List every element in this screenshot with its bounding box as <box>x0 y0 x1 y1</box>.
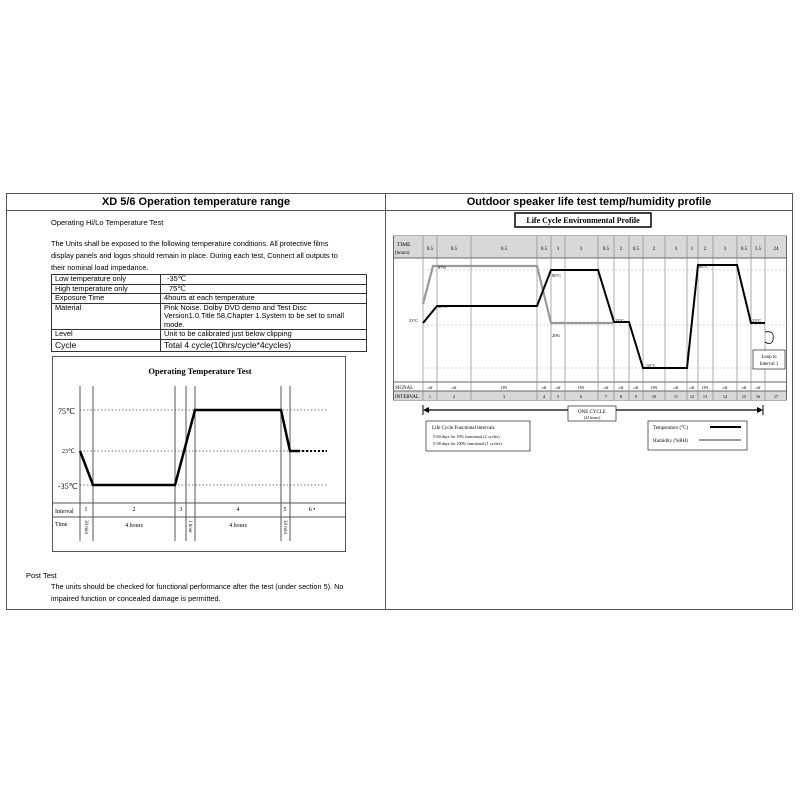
annotation: 23°C <box>409 318 419 323</box>
spec-value-line: mode. <box>164 319 185 329</box>
intro-paragraph <box>51 238 371 274</box>
interval-value: 10 <box>651 394 657 399</box>
spec-value: 4hours at each temperature <box>161 294 367 304</box>
grid-lines <box>423 270 787 368</box>
interval-number: 5 <box>283 507 287 513</box>
time-value: 3.5 <box>754 247 762 252</box>
column-lines <box>423 236 765 400</box>
intro-line: display panels and logos should remain in place. During each test, Connect all outputs to <box>51 251 338 260</box>
time-value: 0.5 <box>740 247 748 252</box>
time-value: 0.5 <box>500 247 508 252</box>
interval-value: 3 <box>502 394 506 399</box>
signal-value: ON <box>650 385 658 390</box>
time-value: 3 <box>579 247 583 252</box>
signal-value: off <box>603 385 609 390</box>
profile-title: Life Cycle Environmental Profile <box>526 216 640 225</box>
time-label: TIME <box>397 242 411 248</box>
post-test-line: The units should be checked for functional performance after the test (under section 5). No <box>51 582 344 591</box>
signal-value: off <box>451 385 457 390</box>
spec-value: Total 4 cycle(10hrs/cycle*4cycles) <box>161 339 367 351</box>
life-cycle-profile-chart <box>393 210 789 460</box>
annotation: 80°C <box>552 273 562 278</box>
post-test-title: Post Test <box>26 571 57 580</box>
interval-number: 1 <box>84 507 88 513</box>
annotation: 23°C <box>615 318 625 323</box>
humidity-profile-line <box>423 266 613 323</box>
right-heading: Outdoor speaker life test temp/humidity profile <box>466 196 712 208</box>
annotation: 97% <box>438 265 447 270</box>
spec-row <box>52 294 367 304</box>
spec-key: Cycle <box>52 339 161 351</box>
interval-value: 1 <box>428 394 432 399</box>
interval-label: INTERVAL <box>395 395 419 400</box>
spec-key: Low temperature only <box>52 275 161 285</box>
time-value: 2 <box>703 247 707 252</box>
spec-value: Unit to be calibrated just below clipping <box>161 330 367 340</box>
test-subheading: Operating Hi/Lo Temperature Test <box>51 218 164 227</box>
annotation: 40°C <box>438 304 448 309</box>
post-test-text <box>51 581 371 604</box>
profile-annotations <box>409 264 761 368</box>
legend-temperature: Temperature (°C) <box>653 426 689 431</box>
signal-value: off <box>673 385 679 390</box>
spec-table <box>51 274 367 352</box>
spec-row <box>52 330 367 340</box>
interval-value: 14 <box>722 394 728 399</box>
spec-key: Level <box>52 330 161 340</box>
spec-key: High temperature only <box>52 284 161 294</box>
interval-value: 9 <box>634 394 638 399</box>
row-label-interval: Interval <box>55 509 74 515</box>
signal-value: off <box>689 385 695 390</box>
spec-value-line: Version1.0,Title 58,Chapter 1.System to be set to small <box>164 311 345 320</box>
time-value: 0.5 <box>450 247 458 252</box>
time-value: 0.5 <box>540 247 548 252</box>
interval-value: 5 <box>556 394 560 399</box>
signal-value: ON <box>500 385 508 390</box>
interval-number: 2 <box>132 507 136 513</box>
arrow-head-right <box>757 407 763 413</box>
time-label: 30 min <box>282 520 287 535</box>
functional-line: 5-38 days for 100% functional (1 cycles) <box>433 441 502 446</box>
interval-value: 15 <box>741 394 747 399</box>
signal-value: off <box>722 385 728 390</box>
column-divider <box>385 194 386 609</box>
arrow-head-left <box>423 407 429 413</box>
signal-value: off <box>427 385 433 390</box>
signal-value: off <box>633 385 639 390</box>
annotation: 20% <box>552 333 561 338</box>
time-value: 0.5 <box>632 247 640 252</box>
time-label: (hours) <box>395 251 410 256</box>
signal-label: SIGNAL <box>395 386 414 391</box>
interval-value: 7 <box>604 394 608 399</box>
loop-note: Interval 1 <box>759 362 779 367</box>
loop-icon <box>765 332 773 344</box>
time-value: 0.5 <box>426 247 434 252</box>
operating-temperature-chart <box>52 356 346 552</box>
spec-value: -35℃ <box>161 275 367 285</box>
spec-row <box>52 339 367 351</box>
intro-line: The Units shall be exposed to the following temperature conditions. All protective films <box>51 239 329 248</box>
one-cycle-label: ONE CYCLE <box>578 410 606 415</box>
spec-value-line: Pink Noise. Dolby DVD demo and Test Disc <box>164 302 307 312</box>
interval-value: 11 <box>673 394 679 399</box>
time-value: 3 <box>556 247 560 252</box>
signal-value: off <box>555 385 561 390</box>
y-label-low: -35℃ <box>58 482 78 491</box>
time-label: 4 hours <box>229 523 247 529</box>
interval-value: 4 <box>542 394 546 399</box>
one-cycle-hours: (43 hours) <box>583 415 601 420</box>
y-label-mid: 23℃ <box>62 449 75 455</box>
time-label: 1 hour <box>187 520 192 533</box>
signal-value: off <box>741 385 747 390</box>
spec-value <box>161 303 367 330</box>
annotation: -35°C <box>645 363 656 368</box>
interval-number: 6 • <box>308 507 316 513</box>
annotation: 23°C <box>752 318 762 323</box>
interval-value: 13 <box>702 394 708 399</box>
y-label-high: 75℃ <box>58 407 75 416</box>
time-value: 0.5 <box>602 247 610 252</box>
time-value: 2 <box>619 247 623 252</box>
interval-value: 2 <box>452 394 456 399</box>
row-label-time: Time <box>55 522 68 528</box>
interval-value: 16 <box>755 394 761 399</box>
functional-title: Life Cycle Functional Intervals <box>432 426 495 431</box>
time-value: 3 <box>674 247 678 252</box>
spec-row <box>52 303 367 330</box>
time-label: 30 min <box>83 520 88 535</box>
time-value: 1 <box>690 247 694 252</box>
signal-value: off <box>541 385 547 390</box>
signal-values <box>428 385 762 390</box>
left-heading: XD 5/6 Operation temperature range <box>101 196 291 208</box>
spec-value: 75℃ <box>161 284 367 294</box>
interval-value: 6 <box>579 394 583 399</box>
time-value: 24 <box>773 247 779 252</box>
spec-key: Material <box>52 303 161 330</box>
interval-value: 12 <box>689 394 695 399</box>
annotation: 80°C <box>699 264 709 269</box>
signal-value: ON <box>701 385 709 390</box>
interval-value: 8 <box>619 394 623 399</box>
signal-value: off <box>755 385 761 390</box>
time-label: 4 hours <box>125 523 143 529</box>
legend-humidity: Humidity (%RH) <box>653 439 688 444</box>
intro-line: their nominal load impedance. <box>51 263 149 272</box>
interval-number: 3 <box>179 507 183 513</box>
profile-table-border <box>394 236 787 400</box>
spec-key: Exposure Time <box>52 294 161 304</box>
time-value: 2 <box>652 247 656 252</box>
time-value: 3 <box>723 247 727 252</box>
functional-line: 5-60 days for 10% functional (2 cycles) <box>433 434 500 439</box>
chart-border <box>53 357 346 552</box>
spec-row <box>52 275 367 285</box>
loop-note: Loop to <box>761 355 777 360</box>
signal-value: off <box>618 385 624 390</box>
interval-value: 17 <box>773 394 779 399</box>
temperature-profile-line <box>423 265 765 368</box>
interval-number: 4 <box>236 507 240 513</box>
post-test-line: impaired function or concealed damage is permitted. <box>51 593 221 603</box>
signal-value: ON <box>577 385 585 390</box>
chart-title: Operating Temperature Test <box>148 366 252 376</box>
